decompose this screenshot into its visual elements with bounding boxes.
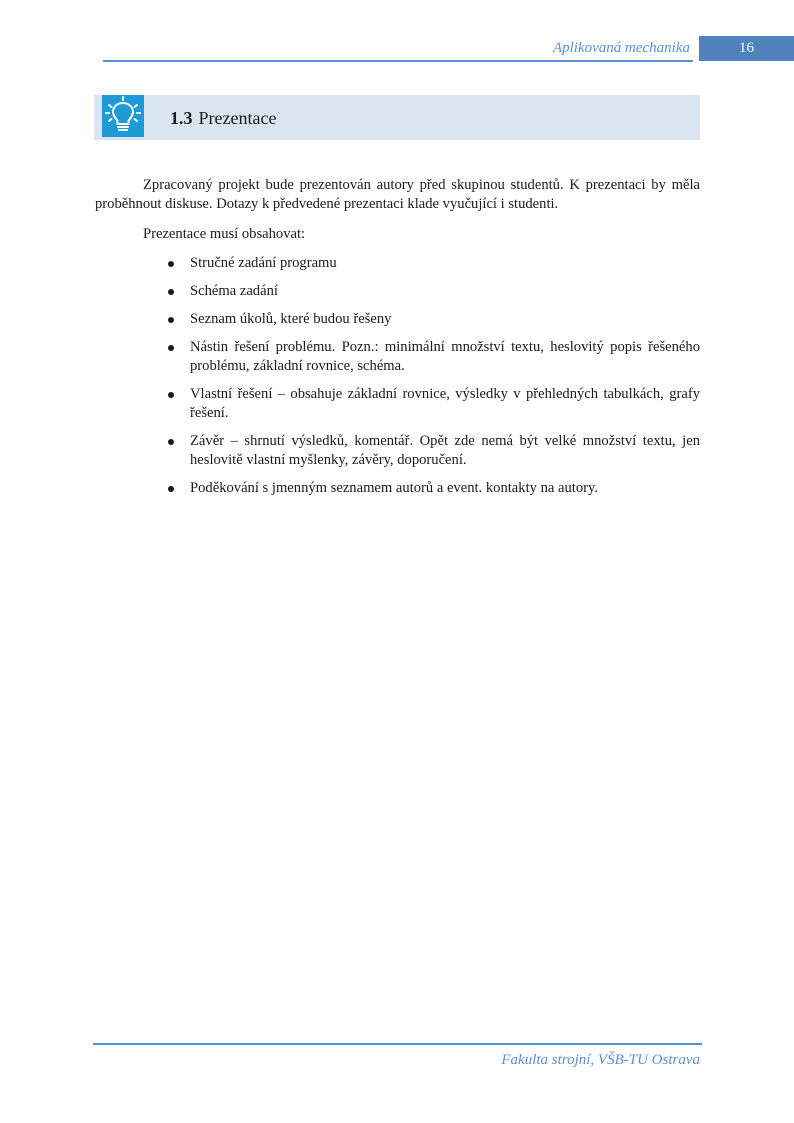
list-item: Vlastní řešení – obsahuje základní rovnice, výsledky v přehledných tabulkách, grafy řešení.: [95, 385, 700, 423]
list-item: Poděkování s jmenným seznamem autorů a event. kontakty na autory.: [95, 479, 700, 498]
bullet-list: [95, 254, 700, 498]
bullet-icon: [168, 392, 174, 398]
footer-rule: [93, 1043, 702, 1045]
section-heading: [170, 108, 276, 129]
bullet-icon: [168, 345, 174, 351]
lightbulb-icon: [102, 95, 144, 137]
footer-text: Fakulta strojní, VŠB-TU Ostrava: [501, 1052, 700, 1068]
bullet-icon: [168, 486, 174, 492]
body-paragraph: Zpracovaný projekt bude prezentován autory před skupinou studentů. K prezentaci by měla proběhnout diskuse. Dotazy k předvedené prezentaci klade vyučující i studenti.: [95, 177, 700, 212]
bullet-icon: [168, 261, 174, 267]
bullet-icon: [168, 439, 174, 445]
list-intro: Prezentace musí obsahovat:: [143, 226, 306, 242]
header-rule: [103, 60, 693, 62]
list-item: Schéma zadání: [95, 282, 700, 301]
page-number: 16: [699, 36, 794, 61]
list-item: Závěr – shrnutí výsledků, komentář. Opět zde nemá být velké množství textu, jen heslovitě vlastní myšlenky, závěry, doporučení.: [95, 432, 700, 470]
body-text: [95, 176, 700, 507]
list-item: Nástin řešení problému. Pozn.: minimální množství textu, heslovitý popis řešeného problému, základní rovnice, schéma.: [95, 338, 700, 376]
section-number: 1.3: [170, 108, 193, 128]
running-header-title: Aplikovaná mechanika: [552, 40, 690, 56]
bullet-icon: [168, 289, 174, 295]
list-item: Seznam úkolů, které budou řešeny: [95, 310, 700, 329]
bullet-icon: [168, 317, 174, 323]
section-title: Prezentace: [198, 108, 277, 128]
list-item: Stručné zadání programu: [95, 254, 700, 273]
